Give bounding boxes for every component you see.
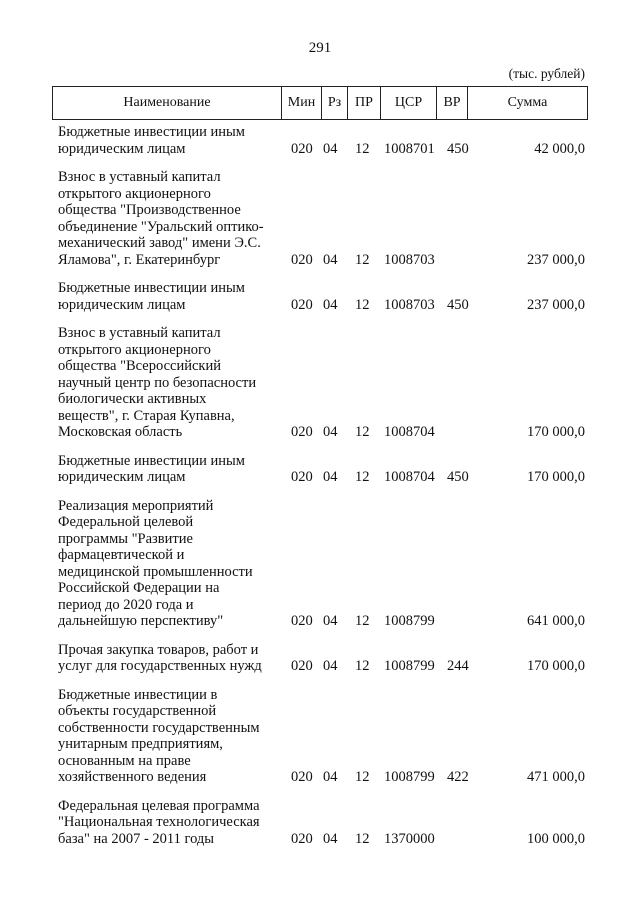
row-csr: 1008799 bbox=[384, 769, 435, 785]
row-csr: 1370000 bbox=[384, 830, 435, 847]
row-vr: 450 bbox=[447, 296, 469, 313]
row-pr: 12 bbox=[355, 769, 370, 785]
row-min: 020 bbox=[291, 830, 313, 847]
row-pr: 12 bbox=[355, 251, 370, 268]
row-rz: 04 bbox=[323, 469, 338, 485]
row-sum: 170 000,0 bbox=[527, 424, 585, 440]
row-min: 020 bbox=[291, 296, 313, 313]
row-min: 020 bbox=[291, 658, 313, 674]
row-vr: 422 bbox=[447, 769, 469, 785]
row-name: Бюджетные инвестиции иным юридическим лицам bbox=[58, 452, 245, 485]
row-pr: 12 bbox=[355, 296, 370, 313]
row-rz: 04 bbox=[323, 769, 338, 785]
row-name: Взнос в уставный капитал открытого акционерного общества "Всероссийский научный центр по безопасности биологически активных веществ", г. Старая Купавна, Московская область bbox=[58, 325, 257, 440]
row-pr: 12 bbox=[355, 469, 370, 485]
header-min: Мин bbox=[281, 87, 321, 119]
table-header bbox=[52, 86, 588, 120]
table-body bbox=[0, 124, 640, 859]
row-csr: 1008701 bbox=[384, 140, 435, 157]
row-sum: 170 000,0 bbox=[527, 469, 585, 485]
table-row bbox=[0, 498, 640, 630]
row-pr: 12 bbox=[355, 830, 370, 847]
row-min: 020 bbox=[291, 769, 313, 785]
table-row bbox=[0, 453, 640, 486]
header-pr: ПР bbox=[347, 87, 380, 119]
row-csr: 1008703 bbox=[384, 251, 435, 268]
table-row bbox=[0, 325, 640, 441]
header-vr: ВР bbox=[436, 87, 467, 119]
row-min: 020 bbox=[291, 469, 313, 485]
row-name: Прочая закупка товаров, работ и услуг для государственных нужд bbox=[58, 641, 262, 674]
row-csr: 1008703 bbox=[384, 296, 435, 313]
row-min: 020 bbox=[291, 424, 313, 440]
row-vr: 450 bbox=[447, 469, 469, 485]
row-rz: 04 bbox=[323, 613, 338, 629]
row-name: Бюджетные инвестиции иным юридическим лицам bbox=[58, 280, 245, 313]
table-row bbox=[0, 798, 640, 848]
row-name: Федеральная целевая программа "Национальная технологическая база" на 2007 - 2011 годы bbox=[58, 797, 260, 847]
row-rz: 04 bbox=[323, 830, 338, 847]
row-vr: 450 bbox=[447, 140, 469, 157]
row-sum: 237 000,0 bbox=[527, 296, 585, 313]
row-min: 020 bbox=[291, 251, 313, 268]
row-name: Реализация мероприятий Федеральной целевой программы "Развитие фармацевтической и медицинской промышленности Российской Федерации на период до 2020 года и дальнейшую перспективу" bbox=[58, 497, 253, 629]
row-csr: 1008704 bbox=[384, 424, 435, 440]
row-csr: 1008799 bbox=[384, 658, 435, 674]
row-min: 020 bbox=[291, 613, 313, 629]
units-label: (тыс. рублей) bbox=[508, 66, 585, 81]
header-csr: ЦСР bbox=[380, 87, 436, 119]
table-row bbox=[0, 687, 640, 786]
header-rz: Рз bbox=[321, 87, 347, 119]
table-row bbox=[0, 169, 640, 268]
row-sum: 641 000,0 bbox=[527, 613, 585, 629]
row-sum: 237 000,0 bbox=[527, 251, 585, 268]
row-sum: 42 000,0 bbox=[534, 140, 585, 157]
row-min: 020 bbox=[291, 140, 313, 157]
row-name: Бюджетные инвестиции в объекты государственной собственности государственным унитарным предприятиям, основанным на праве хозяйственного ведения bbox=[58, 686, 260, 785]
row-rz: 04 bbox=[323, 251, 338, 268]
row-pr: 12 bbox=[355, 658, 370, 674]
row-pr: 12 bbox=[355, 613, 370, 629]
table-row bbox=[0, 124, 640, 157]
row-pr: 12 bbox=[355, 140, 370, 157]
row-name: Взнос в уставный капитал открытого акционерного общества "Производственное объединение "Уральский оптико- механический завод" имени Э.С. Яламова", г. Екатеринбург bbox=[58, 169, 264, 268]
row-rz: 04 bbox=[323, 658, 338, 674]
table-row bbox=[0, 642, 640, 675]
header-sum: Сумма bbox=[467, 87, 587, 119]
page-number: 291 bbox=[308, 40, 332, 56]
row-name: Бюджетные инвестиции иным юридическим лицам bbox=[58, 124, 245, 157]
row-csr: 1008799 bbox=[384, 613, 435, 629]
row-rz: 04 bbox=[323, 296, 338, 313]
row-vr: 244 bbox=[447, 658, 469, 674]
row-pr: 12 bbox=[355, 424, 370, 440]
row-rz: 04 bbox=[323, 140, 338, 157]
row-csr: 1008704 bbox=[384, 469, 435, 485]
row-sum: 170 000,0 bbox=[527, 658, 585, 674]
row-sum: 471 000,0 bbox=[527, 769, 585, 785]
row-sum: 100 000,0 bbox=[527, 830, 585, 847]
row-rz: 04 bbox=[323, 424, 338, 440]
table-row bbox=[0, 280, 640, 313]
header-name: Наименование bbox=[123, 95, 211, 110]
